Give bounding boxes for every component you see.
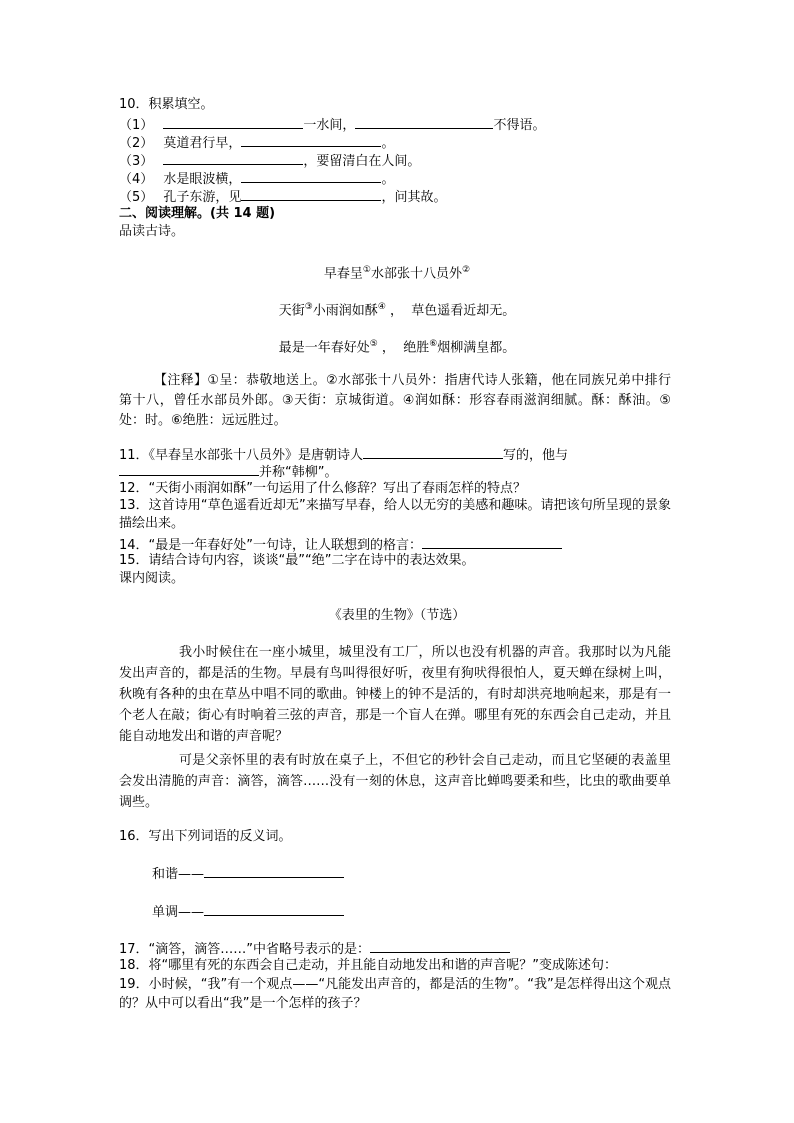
poem-title-a: 早春呈	[323, 266, 363, 282]
blank-4[interactable]	[241, 169, 381, 183]
q10-item-5	[119, 187, 446, 207]
passage-para-1: 我小时候住在一座小城里，城里没有工厂，所以也没有机器的声音。我那时以为凡能发出声音的，都是活的生物。早晨有鸟叫得很好听，夜里有狗吠得很怕人，夏天蝉在绿树上叫，秋晚有各种的虫在草丛中唱不同的歌曲。钟楼上的钟不是活的，有时却洪亮地响起来，那是有一个老人在敲；街心有时响着三弦的声音，那是一个盲人在弹。哪里有死的东西会自己走动，并且能自动地发出和谐的声音呢？	[119, 645, 671, 744]
q11-line-2	[119, 462, 337, 482]
item-number: （2）	[119, 136, 154, 151]
item-number: （3）	[119, 154, 154, 169]
poem-title	[0, 261, 794, 283]
blank-q11-other[interactable]	[119, 462, 259, 476]
q10-2-end: 。	[381, 136, 395, 151]
poem-line-2	[0, 335, 794, 357]
q15: 15．请结合诗句内容，谈谈“最”“绝”二字在诗中的表达效果。	[119, 553, 475, 568]
item-number: （1）	[119, 118, 154, 133]
footnote-marker: ②	[462, 265, 471, 275]
q10-4-end: 。	[381, 172, 395, 187]
poem-text: 小雨润如酥	[312, 303, 378, 319]
blank-5[interactable]	[241, 187, 381, 201]
footnote-marker: ④	[377, 302, 386, 312]
q10-item-4	[119, 169, 394, 189]
q17	[119, 939, 510, 959]
blank-2[interactable]	[241, 133, 381, 147]
poem-text: 最是一年春好处	[278, 340, 370, 356]
q10-5-text: 孔子东游，见	[163, 190, 242, 205]
q16-word: 和谐——	[152, 867, 205, 882]
blank-q17[interactable]	[370, 939, 510, 953]
q10-1-end: 不得语。	[493, 118, 546, 133]
blank-q11-poet[interactable]	[363, 445, 503, 459]
q16: 16．写出下列词语的反义词。	[119, 829, 292, 844]
q10-5-end: ，问其故。	[381, 190, 447, 205]
footnote-marker: ③	[304, 302, 313, 312]
poem-intro: 品读古诗。	[119, 224, 185, 239]
poem-text: 天街	[278, 303, 305, 319]
q10-4-text: 水是眼波横，	[163, 172, 242, 187]
q17-text: 17．“滴答，滴答……”中省略号表示的是：	[119, 942, 371, 957]
q19: 19．小时候，“我”有一个观点——“凡能发出声音的，都是活的生物”。“我”是怎样得出这个观点的？从中可以看出“我”是一个怎样的孩子？	[119, 977, 671, 1011]
passage-title: 《表里的生物》（节选）	[328, 608, 466, 623]
item-number: （5）	[119, 190, 154, 205]
q12: 12．“天街小雨润如酥”一句运用了什么修辞？写出了春雨怎样的特点？	[119, 481, 527, 496]
blank-1a[interactable]	[163, 115, 303, 129]
q11-text-b: 写的，他与	[503, 448, 569, 463]
section-heading: 二、阅读理解。(共 14 题)	[119, 206, 276, 221]
q10-item-2	[119, 133, 394, 153]
q10-item-3	[119, 151, 420, 171]
q10-title: 10．积累填空。	[119, 97, 214, 112]
q10-3-end: ，要留清白在人间。	[303, 154, 421, 169]
poem-text: ， 草色遥看近却无。	[385, 303, 516, 319]
blank-1b[interactable]	[355, 115, 493, 129]
item-number: （4）	[119, 172, 154, 187]
q18: 18．将“哪里有死的东西会自己走动，并且能自动地发出和谐的声音呢？”变成陈述句：	[119, 958, 618, 973]
poem-notes: 【注释】①呈：恭敬地送上。②水部张十八员外：指唐代诗人张籍，他在同族兄弟中排行第十八，曾任水部员外郎。③天街：京城街道。④润如酥：形容春雨滋润细腻。酥：酥油。⑤处：时。⑥绝胜：远远胜过。	[119, 373, 671, 428]
q10-1-mid: 一水间，	[303, 118, 356, 133]
blank-q16a[interactable]	[204, 864, 344, 878]
poem-line-1	[0, 298, 794, 320]
poem-text: 烟柳满皇都。	[437, 340, 516, 356]
q11-text-c: 并称“韩柳”。	[259, 465, 338, 480]
q11-text: 11．《早春呈水部张十八员外》是唐朝诗人	[119, 448, 364, 463]
blank-3[interactable]	[163, 151, 303, 165]
footnote-marker: ⑤	[369, 339, 378, 349]
footnote-marker: ⑥	[429, 339, 438, 349]
poem-title-b: 水部张十八员外	[371, 266, 463, 282]
q16-item-1	[152, 864, 344, 884]
q10-item-1	[119, 115, 545, 135]
blank-q16b[interactable]	[204, 902, 344, 916]
q14-text: 14．“最是一年春好处”一句诗，让人联想到的格言：	[119, 538, 423, 553]
blank-q14[interactable]	[422, 535, 562, 549]
q16-item-2	[152, 902, 344, 922]
passage-para-2: 可是父亲怀里的表有时放在桌子上，不但它的秒针会自己走动，而且它坚硬的表盖里会发出清脆的声音：滴答，滴答……没有一刻的休息，这声音比蝉鸣要柔和些，比虫的歌曲要单调些。	[119, 753, 671, 810]
q16-word: 单调——	[152, 905, 205, 920]
footnote-marker: ①	[362, 265, 371, 275]
reading-intro: 课内阅读。	[119, 571, 185, 586]
poem-text: ， 绝胜	[377, 340, 430, 356]
q10-2-text: 莫道君行早，	[163, 136, 242, 151]
q13: 13．这首诗用“草色遥看近却无”来描写早春，给人以无穷的美感和趣味。请把该句所呈现的景象描绘出来。	[119, 498, 671, 531]
